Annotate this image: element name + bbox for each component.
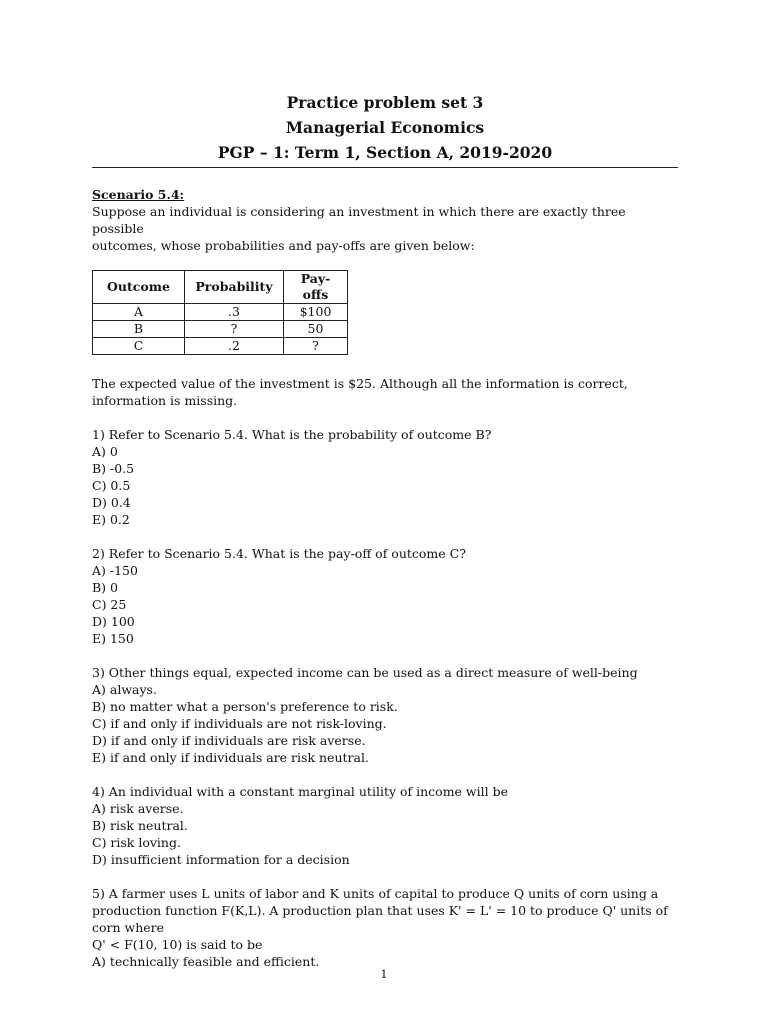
- scenario-intro-line: Suppose an individual is considering an investment in which there are exactly three possible: [92, 204, 626, 236]
- scenario-note-line: information is missing.: [92, 393, 238, 408]
- question-stem: 4) An individual with a constant marginal utility of income will be: [92, 784, 508, 799]
- title-line-3: PGP – 1: Term 1, Section A, 2019-2020: [217, 143, 553, 162]
- answer-option: A) always.: [92, 682, 157, 697]
- question-stem: production function F(K,L). A production plan that uses K' = L' = 10 to produce Q' units of: [92, 903, 668, 918]
- table-header-cell: Pay-offs: [284, 271, 348, 304]
- answer-option: A) technically feasible and efficient.: [92, 954, 320, 969]
- question-stem: 3) Other things equal, expected income can be used as a direct measure of well-being: [92, 665, 638, 680]
- question-stem: 1) Refer to Scenario 5.4. What is the probability of outcome B?: [92, 427, 492, 442]
- answer-option: A) 0: [92, 444, 118, 459]
- answer-option: B) no matter what a person's preference to risk.: [92, 699, 398, 714]
- table-row: [93, 321, 348, 338]
- document-title: [92, 90, 678, 165]
- answer-option: A) -150: [92, 563, 138, 578]
- title-line-1: Practice problem set 3: [286, 93, 484, 112]
- question-stem: corn where: [92, 920, 165, 935]
- scenario-heading: Scenario 5.4:: [92, 187, 185, 202]
- outcomes-table: [92, 270, 348, 355]
- question-stem: 5) A farmer uses L units of labor and K units of capital to produce Q units of corn using a: [92, 886, 659, 901]
- table-header-cell: Probability: [185, 271, 284, 304]
- answer-option: E) 150: [92, 631, 134, 646]
- table-cell: .2: [185, 338, 284, 355]
- answer-option: B) 0: [92, 580, 118, 595]
- answer-option: D) if and only if individuals are risk averse.: [92, 733, 366, 748]
- table-header-row: [93, 271, 348, 304]
- table-row: [93, 338, 348, 355]
- answer-option: B) -0.5: [92, 461, 135, 476]
- answer-option: C) 25: [92, 597, 127, 612]
- question-2: [92, 545, 678, 647]
- question-5: [92, 885, 678, 970]
- question-1: [92, 426, 678, 528]
- table-cell: ?: [185, 321, 284, 338]
- table-cell: ?: [284, 338, 348, 355]
- scenario-note-line: The expected value of the investment is $25. Although all the information is correct,: [92, 376, 628, 391]
- question-4: [92, 783, 678, 868]
- question-3: [92, 664, 678, 766]
- table-cell: A: [93, 304, 185, 321]
- answer-option: E) if and only if individuals are risk neutral.: [92, 750, 369, 765]
- answer-option: B) risk neutral.: [92, 818, 188, 833]
- page-number: 1: [380, 968, 388, 981]
- title-line-2: Managerial Economics: [285, 118, 485, 137]
- table-cell: $100: [284, 304, 348, 321]
- answer-option: E) 0.2: [92, 512, 130, 527]
- answer-option: C) if and only if individuals are not risk-loving.: [92, 716, 387, 731]
- table-header-cell: Outcome: [93, 271, 185, 304]
- title-divider: [92, 167, 678, 168]
- document-body: [92, 186, 678, 970]
- scenario-intro-line: outcomes, whose probabilities and pay-offs are given below:: [92, 238, 475, 253]
- table-cell: 50: [284, 321, 348, 338]
- document-page: [92, 90, 678, 970]
- answer-option: D) 0.4: [92, 495, 131, 510]
- question-stem: 2) Refer to Scenario 5.4. What is the pay-off of outcome C?: [92, 546, 466, 561]
- answer-option: C) risk loving.: [92, 835, 181, 850]
- table-cell: B: [93, 321, 185, 338]
- answer-option: D) 100: [92, 614, 135, 629]
- table-cell: .3: [185, 304, 284, 321]
- answer-option: C) 0.5: [92, 478, 131, 493]
- answer-option: D) insufficient information for a decision: [92, 852, 350, 867]
- table-cell: C: [93, 338, 185, 355]
- question-stem: Q' < F(10, 10) is said to be: [92, 937, 263, 952]
- answer-option: A) risk averse.: [92, 801, 184, 816]
- table-row: [93, 304, 348, 321]
